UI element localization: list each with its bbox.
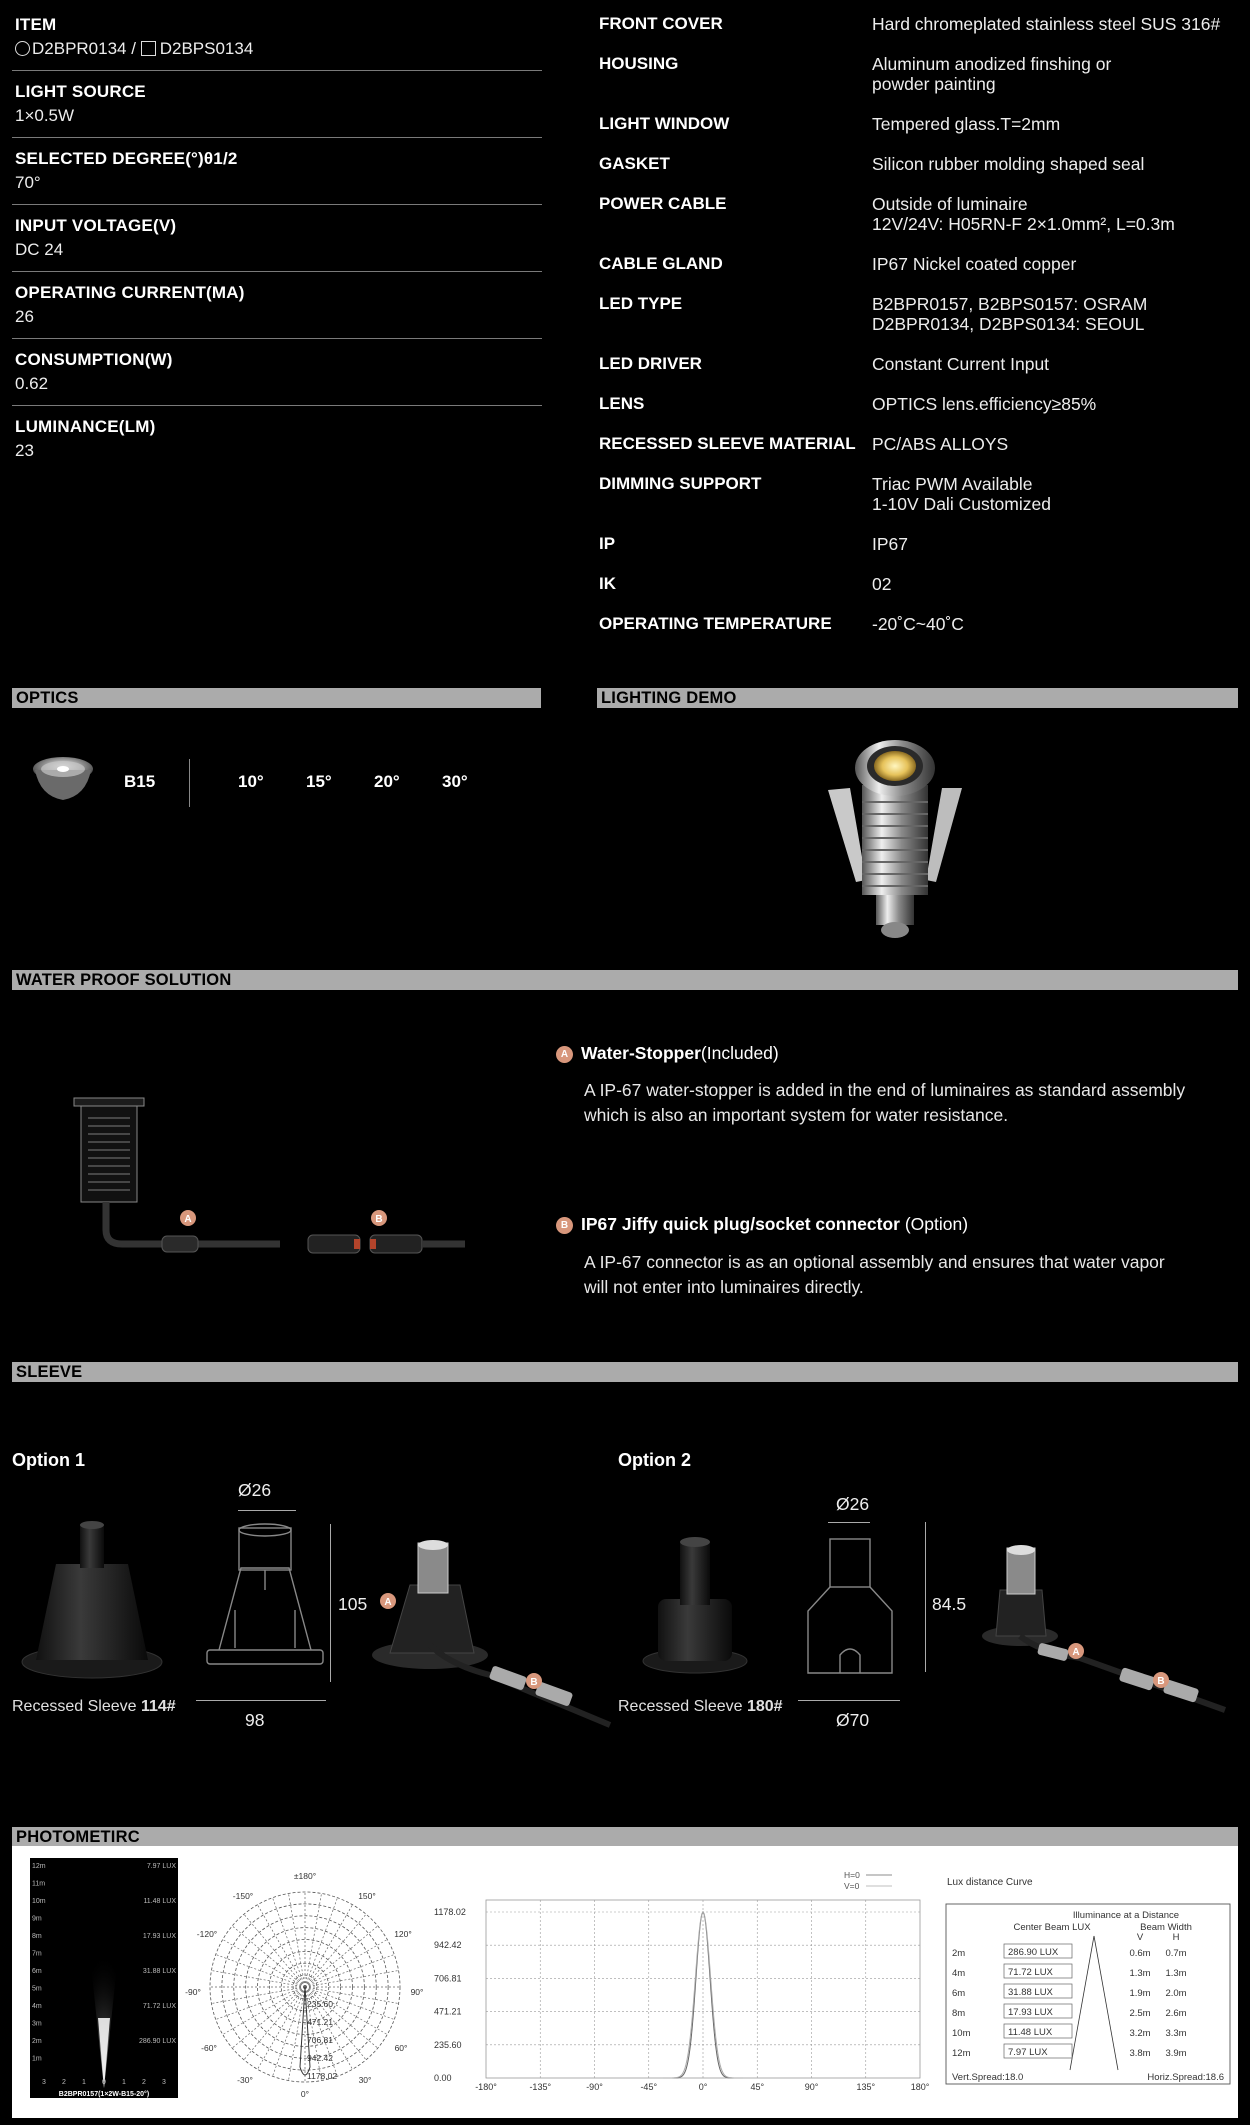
polar-angle-label: -90° <box>185 1987 201 1997</box>
spec-row <box>599 254 1239 274</box>
spec-value-line: Aluminum anodized finshing or <box>872 54 1112 74</box>
spec-label: HOUSING <box>599 54 679 73</box>
spec-value-line: B2BPR0157, B2BPS0157: OSRAM <box>872 294 1148 314</box>
spec-value: 23 <box>15 441 34 460</box>
curve-y-tick: 706.81 <box>434 1973 462 1984</box>
beam-distance-label: 9m <box>32 1915 42 1923</box>
beam-distance-label: 11m <box>32 1880 46 1888</box>
spec-row <box>599 614 1239 634</box>
sleeve-option-2-title: Option 2 <box>618 1450 691 1470</box>
polar-ring-label: 471.21 <box>307 2017 333 2027</box>
lux-distance: 8m <box>952 2008 966 2019</box>
lux-distance: 4m <box>952 1968 966 1979</box>
spec-row <box>599 114 1239 134</box>
spec-label: LIGHT WINDOW <box>599 114 730 133</box>
connector-description <box>584 1250 1244 1300</box>
spec-value-line: Triac PWM Available <box>872 474 1033 494</box>
beam-width-v: 2.5m <box>1129 2008 1151 2019</box>
spec-label: OPERATING CURRENT(MA) <box>15 283 245 302</box>
sleeve-114-height: 105 <box>338 1594 368 1614</box>
curve-x-tick: -135° <box>529 2082 552 2092</box>
spec-value-line: Silicon rubber molding shaped seal <box>872 154 1145 174</box>
spec-item <box>12 148 542 205</box>
lux-table-title: Illuminance at a Distance <box>1072 1910 1180 1921</box>
beam-width-h: 2.0m <box>1165 1988 1187 1999</box>
spec-value-line: Outside of luminaire <box>872 194 1028 214</box>
spec-label: CABLE GLAND <box>599 254 723 273</box>
lighting-demo-image <box>820 730 970 945</box>
top-dimension-line <box>238 1510 296 1511</box>
spec-value <box>872 354 1239 374</box>
polar-diagram <box>185 1871 424 2102</box>
badge-b-icon: B <box>556 1217 573 1234</box>
curve-legend-label: H=0 <box>844 1870 860 1880</box>
beam-x-tick: 2 <box>142 2079 146 2086</box>
curve-x-tick: 90° <box>804 2082 819 2092</box>
spec-row <box>599 54 1239 94</box>
water-stopper-title <box>556 1043 779 1064</box>
beam-lux-label: 31.88 LUX <box>142 1968 176 1975</box>
vert-spread: Vert.Spread:18.0 <box>952 2072 1024 2083</box>
polar-angle-label: ±180° <box>293 1871 317 1881</box>
item-option-1: D2BPR0134 <box>32 39 127 58</box>
description-line: will not enter into luminaires directly. <box>584 1277 864 1297</box>
spec-value <box>872 474 1239 514</box>
polar-angle-label: 90° <box>410 1987 424 1997</box>
section-bar-lighting-demo: LIGHTING DEMO <box>597 688 1238 708</box>
spec-value-line: -20˚C~40˚C <box>872 614 964 634</box>
beam-x-tick: 2 <box>62 2079 66 2086</box>
sleeve-114-bottom-dim: 98 <box>245 1710 265 1730</box>
lens-name: B15 <box>124 772 156 791</box>
spec-row <box>599 474 1239 514</box>
badge-a-diagram: A <box>184 1214 192 1225</box>
spec-label: LED DRIVER <box>599 354 702 373</box>
sleeve-180-assembly <box>980 1540 1230 1740</box>
lux-distance: 10m <box>952 2028 971 2039</box>
lux-table-col-header: Center Beam LUX <box>1013 1922 1091 1933</box>
spec-value <box>872 294 1239 334</box>
water-stopper-name: Water-Stopper <box>581 1043 701 1063</box>
bottom-dimension-line <box>196 1700 326 1701</box>
curve-x-tick: 0° <box>698 2082 708 2092</box>
spec-item <box>12 282 542 339</box>
curve-y-tick: 1178.02 <box>434 1907 466 1917</box>
lux-table-sub-header: V <box>1136 1932 1144 1943</box>
badge-b-sleeve2: B <box>1157 1676 1165 1687</box>
sleeve-180-bottom-dim: Ø70 <box>836 1710 870 1730</box>
item-option-2: D2BPS0134 <box>159 39 254 58</box>
polar-ring-label: 235.60 <box>307 1999 333 2009</box>
beam-width-v: 3.2m <box>1129 2028 1151 2039</box>
curve-x-tick: -45° <box>640 2082 658 2092</box>
spec-value-line: D2BPR0134, D2BPS0134: SEOUL <box>872 314 1145 334</box>
spec-value: 70° <box>15 173 41 192</box>
option-square-icon[interactable] <box>141 41 156 56</box>
badge-a-icon: A <box>556 1046 573 1063</box>
section-bar-waterproof: WATER PROOF SOLUTION <box>12 970 1238 990</box>
spec-row <box>599 14 1239 34</box>
spec-item <box>12 14 542 71</box>
spec-label: FRONT COVER <box>599 14 723 33</box>
spec-item <box>12 349 542 406</box>
spec-label: IP <box>599 534 616 553</box>
spec-item <box>12 215 542 272</box>
top-dimension-line <box>828 1522 870 1523</box>
lux-value: 7.97 LUX <box>1008 2047 1048 2058</box>
lux-distance-table <box>944 1900 1234 2100</box>
beam-angle-20[interactable]: 20° <box>374 772 400 791</box>
beam-width-h: 0.7m <box>1165 1948 1187 1959</box>
sleeve-114-caption <box>12 1698 176 1716</box>
beam-distance-label: 6m <box>32 1968 42 1975</box>
beam-angle-15[interactable]: 15° <box>306 772 332 791</box>
spec-value-line: IP67 <box>872 534 908 554</box>
curve-y-tick: 942.42 <box>434 1940 462 1951</box>
description-line: which is also an important system for water resistance. <box>584 1105 1009 1125</box>
spec-value-line: 12V/24V: H05RN-F 2×1.0mm², L=0.3m <box>872 214 1175 234</box>
spec-value <box>872 394 1239 414</box>
curve-y-tick: 0.00 <box>434 2073 452 2083</box>
polar-angle-label: 120° <box>394 1929 412 1939</box>
curve-x-tick: -90° <box>586 2082 603 2092</box>
spec-label: INPUT VOLTAGE(V) <box>15 216 177 235</box>
spec-value <box>872 614 1239 634</box>
beam-distance-label: 4m <box>32 2003 42 2010</box>
spec-value <box>872 54 1239 94</box>
spec-value <box>872 14 1239 34</box>
polar-angle-label: -120° <box>196 1929 218 1939</box>
horiz-spread: Horiz.Spread:18.6 <box>1147 2072 1224 2083</box>
polar-angle-label: -30° <box>237 2075 253 2085</box>
lens-icon <box>30 752 96 804</box>
sleeve-180-drawing <box>800 1535 900 1675</box>
beam-x-tick: 3 <box>162 2079 166 2086</box>
spec-row <box>599 194 1239 234</box>
sleeve-114-top-dim: Ø26 <box>238 1480 272 1500</box>
badge-a-sleeve2: A <box>1072 1647 1080 1658</box>
waterproof-diagram <box>70 1090 490 1260</box>
beam-width-h: 1.3m <box>1165 1968 1187 1979</box>
lux-value: 31.88 LUX <box>1008 1987 1053 1998</box>
curve-x-tick: 180° <box>910 2082 930 2092</box>
connector-name: IP67 Jiffy quick plug/socket connector <box>581 1214 900 1234</box>
spec-label: GASKET <box>599 154 670 173</box>
description-line: A IP-67 connector is as an optional assembly and ensures that water vapor <box>584 1252 1165 1272</box>
spec-value-line: IP67 Nickel coated copper <box>872 254 1077 274</box>
beam-distance-label: 1m <box>32 2055 42 2063</box>
spec-value: 0.62 <box>15 374 49 393</box>
spec-value <box>872 534 1239 554</box>
lux-distance: 2m <box>952 1948 966 1959</box>
beam-lux-label: 71.72 LUX <box>142 2003 176 2010</box>
polar-angle-label: 150° <box>358 1891 376 1901</box>
spec-row <box>599 294 1239 334</box>
beam-lux-label: 286.90 LUX <box>139 2038 176 2045</box>
polar-angle-label: -60° <box>201 2043 217 2053</box>
curve-x-tick: 135° <box>856 2082 876 2092</box>
badge-b-diagram: B <box>375 1214 383 1225</box>
badge-b-sleeve1: B <box>530 1677 538 1688</box>
beam-x-tick: 3 <box>42 2079 46 2086</box>
spec-value <box>872 154 1239 174</box>
section-bar-photometric: PHOTOMETIRC <box>12 1827 1238 1847</box>
beam-width-v: 3.8m <box>1129 2048 1151 2059</box>
lux-value: 286.90 LUX <box>1008 1947 1059 1958</box>
caption-model: 180# <box>746 1698 783 1715</box>
lux-distance: 6m <box>952 1988 966 1999</box>
spec-value <box>872 254 1239 274</box>
polar-ring-label: 706.81 <box>307 2035 333 2045</box>
polar-ring-label: 1178.02 <box>307 2071 338 2081</box>
lux-table-col-header: Beam Width <box>1140 1922 1192 1933</box>
beam-distance-label: 10m <box>32 1898 46 1905</box>
bottom-dimension-line <box>798 1700 900 1701</box>
sleeve-180-photo <box>640 1535 750 1675</box>
spec-value <box>872 194 1239 234</box>
description-line: A IP-67 water-stopper is added in the end of luminaires as standard assembly <box>584 1080 1186 1100</box>
polar-angle-label: 0° <box>300 2089 310 2099</box>
beam-angle-30[interactable]: 30° <box>442 772 468 791</box>
beam-x-tick: 1 <box>82 2079 86 2086</box>
beam-distance-label: 3m <box>32 2020 42 2028</box>
badge-a-sleeve1: A <box>384 1597 392 1608</box>
spec-value-line: PC/ABS ALLOYS <box>872 434 1009 454</box>
spec-label: ITEM <box>15 15 57 34</box>
beam-spread-image <box>30 1858 178 2098</box>
beam-distance-label: 5m <box>32 1985 42 1993</box>
sleeve-180-top-dim: Ø26 <box>836 1494 870 1514</box>
spec-value-line: OPTICS lens.efficiency≥85% <box>872 394 1097 414</box>
beam-width-h: 3.9m <box>1165 2048 1187 2059</box>
lux-value: 11.48 LUX <box>1008 2027 1053 2038</box>
spec-row <box>599 354 1239 374</box>
curve-y-tick: 471.21 <box>434 2006 462 2017</box>
beam-width-h: 2.6m <box>1165 2008 1187 2019</box>
polar-angle-label: 30° <box>358 2075 372 2085</box>
spec-label: RECESSED SLEEVE MATERIAL <box>599 434 856 453</box>
spec-value-line: 02 <box>872 574 892 594</box>
spec-left-column <box>12 14 542 482</box>
spec-value: 1×0.5W <box>15 106 75 125</box>
beam-lux-label: 17.93 LUX <box>142 1933 176 1940</box>
sleeve-180-height: 84.5 <box>932 1594 967 1614</box>
spec-value: 26 <box>15 307 34 326</box>
spec-value <box>872 434 1239 454</box>
beam-width-v: 1.3m <box>1129 1968 1151 1979</box>
spec-value <box>15 36 538 62</box>
lux-distance: 12m <box>952 2048 971 2059</box>
spec-value <box>872 574 1239 594</box>
water-stopper-description <box>584 1078 1244 1128</box>
spec-item <box>12 416 542 472</box>
caption-prefix: Recessed Sleeve <box>618 1698 747 1715</box>
sleeve-180-caption <box>618 1698 783 1716</box>
curve-x-tick: 45° <box>750 2082 765 2092</box>
spec-value-line: powder painting <box>872 74 996 94</box>
beam-distance-label: 8m <box>32 1933 42 1940</box>
lux-value: 71.72 LUX <box>1008 1967 1053 1978</box>
spec-label: LENS <box>599 394 645 413</box>
beam-x-tick: 0 <box>102 2079 106 2086</box>
spec-row <box>599 434 1239 454</box>
beam-width-v: 0.6m <box>1129 1948 1151 1959</box>
sleeve-114-drawing <box>205 1520 325 1680</box>
beam-angle-10[interactable]: 10° <box>238 772 264 791</box>
spec-row <box>599 534 1239 554</box>
item-separator: / <box>131 39 136 58</box>
connector-note: (Option) <box>899 1214 969 1234</box>
spec-row <box>599 154 1239 174</box>
lux-table-sub-header: H <box>1172 1932 1180 1943</box>
lux-curve-heading: Lux distance Curve <box>947 1877 1033 1888</box>
spec-row <box>599 574 1239 594</box>
height-dimension-line <box>925 1522 926 1672</box>
sleeve-option-1-title: Option 1 <box>12 1450 85 1470</box>
polar-angle-label: -150° <box>232 1891 254 1901</box>
beam-width-h: 3.3m <box>1165 2028 1187 2039</box>
beam-width-v: 1.9m <box>1129 1988 1151 1999</box>
spec-label: SELECTED DEGREE(°)θ1/2 <box>15 149 238 168</box>
spec-value: DC 24 <box>15 240 64 259</box>
connector-title <box>556 1214 968 1235</box>
spec-label: IK <box>599 574 616 593</box>
beam-distance-label: 7m <box>32 1950 42 1958</box>
beam-x-tick: 1 <box>122 2079 126 2086</box>
spec-label: LUMINANCE(LM) <box>15 417 156 436</box>
water-stopper-note: (Included) <box>700 1043 779 1063</box>
beam-distance-label: 12m <box>32 1863 46 1870</box>
spec-value <box>872 114 1239 134</box>
curve-x-tick: -180° <box>475 2082 497 2092</box>
spec-label: CONSUMPTION(W) <box>15 350 173 369</box>
beam-lux-label: 7.97 LUX <box>146 1863 176 1870</box>
section-bar-sleeve: SLEEVE <box>12 1362 1238 1382</box>
lux-value: 17.93 LUX <box>1008 2007 1053 2018</box>
optics-divider <box>189 759 190 807</box>
spec-label: POWER CABLE <box>599 194 727 213</box>
section-bar-optics: OPTICS <box>12 688 541 708</box>
spec-value-line: Tempered glass.T=2mm <box>872 114 1061 134</box>
intensity-curve <box>430 1870 930 2100</box>
spec-row <box>599 394 1239 414</box>
lux-beam-cone <box>1070 1936 1118 2070</box>
polar-angle-label: 60° <box>394 2043 408 2053</box>
spec-item <box>12 81 542 138</box>
curve-legend-label: V=0 <box>844 1881 860 1891</box>
option-circle-icon[interactable] <box>15 41 30 56</box>
caption-prefix: Recessed Sleeve <box>12 1698 141 1715</box>
spec-label: OPERATING TEMPERATURE <box>599 614 832 633</box>
beam-distance-label: 2m <box>32 2038 42 2045</box>
curve-y-tick: 235.60 <box>434 2039 462 2050</box>
height-dimension-line <box>330 1524 331 1682</box>
spec-label: LED TYPE <box>599 294 683 313</box>
spec-value-line: Constant Current Input <box>872 354 1050 374</box>
caption-model: 114# <box>140 1698 176 1715</box>
sleeve-114-assembly <box>370 1535 620 1735</box>
spec-value-line: 1-10V Dali Customized <box>872 494 1051 514</box>
spec-label: DIMMING SUPPORT <box>599 474 762 493</box>
sleeve-114-photo <box>20 1520 165 1680</box>
spec-label: LIGHT SOURCE <box>15 82 146 101</box>
beam-lux-label: 11.48 LUX <box>143 1898 176 1905</box>
spec-value-line: Hard chromeplated stainless steel SUS 316# <box>872 14 1221 34</box>
polar-ring-label: 942.42 <box>307 2053 333 2063</box>
beam-caption: B2BPR0157(1×2W-B15-20°) <box>58 2091 150 2098</box>
